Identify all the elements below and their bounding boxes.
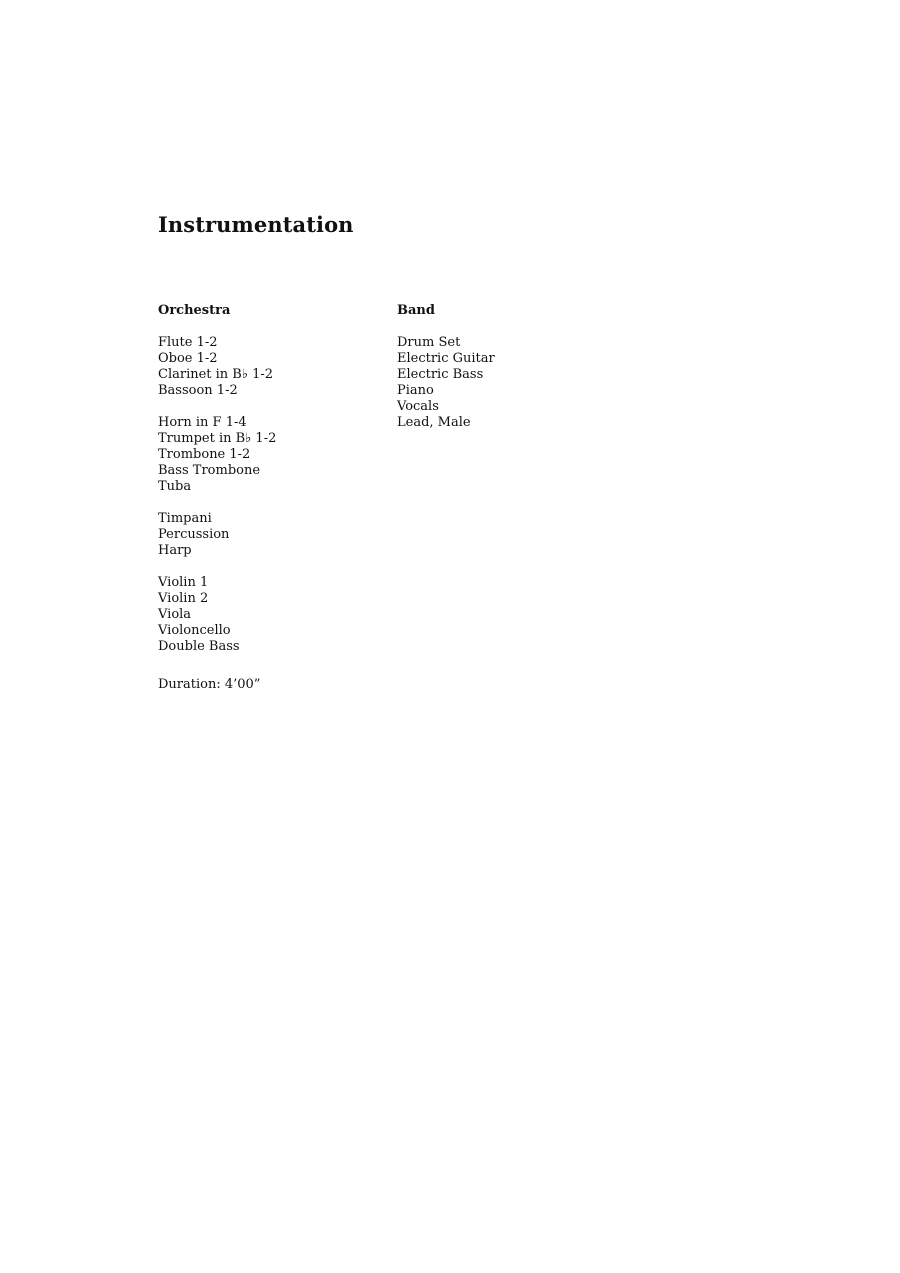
orchestra-column xyxy=(158,303,276,693)
instrument-item: Vocals xyxy=(397,399,439,414)
strings-group xyxy=(158,575,276,655)
instrument-item: Clarinet in B♭ 1-2 xyxy=(158,367,274,382)
band-column xyxy=(397,303,495,447)
instrument-item: Timpani xyxy=(158,511,212,526)
instrument-item: Electric Guitar xyxy=(397,351,495,366)
instrument-item: Horn in F 1-4 xyxy=(158,415,247,430)
band-group xyxy=(397,335,495,431)
band-heading: Band xyxy=(397,303,435,318)
instrument-item: Double Bass xyxy=(158,639,240,654)
instrument-item: Violin 2 xyxy=(158,591,209,606)
instrument-item: Oboe 1-2 xyxy=(158,351,218,366)
instrument-item: Percussion xyxy=(158,527,230,542)
instrument-item: Flute 1-2 xyxy=(158,335,218,350)
instrument-item: Tuba xyxy=(158,479,192,494)
instrument-item: Piano xyxy=(397,383,434,398)
instrument-item: Harp xyxy=(158,543,192,558)
percussion-group xyxy=(158,511,276,559)
instrument-item: Lead, Male xyxy=(397,415,471,430)
instrument-item: Drum Set xyxy=(397,335,461,350)
instrument-item: Violin 1 xyxy=(158,575,209,590)
instrument-item: Trombone 1-2 xyxy=(158,447,251,462)
instrument-item: Electric Bass xyxy=(397,367,484,382)
instrument-item: Bassoon 1-2 xyxy=(158,383,238,398)
instrument-item: Trumpet in B♭ 1-2 xyxy=(158,431,277,446)
page-title: Instrumentation xyxy=(158,212,354,237)
brass-group xyxy=(158,415,276,495)
duration-text: Duration: 4’00” xyxy=(158,677,261,692)
orchestra-heading: Orchestra xyxy=(158,303,231,318)
instrument-item: Violoncello xyxy=(158,623,231,638)
instrument-item: Bass Trombone xyxy=(158,463,261,478)
woodwinds-group xyxy=(158,335,276,399)
instrument-item: Viola xyxy=(158,607,192,622)
